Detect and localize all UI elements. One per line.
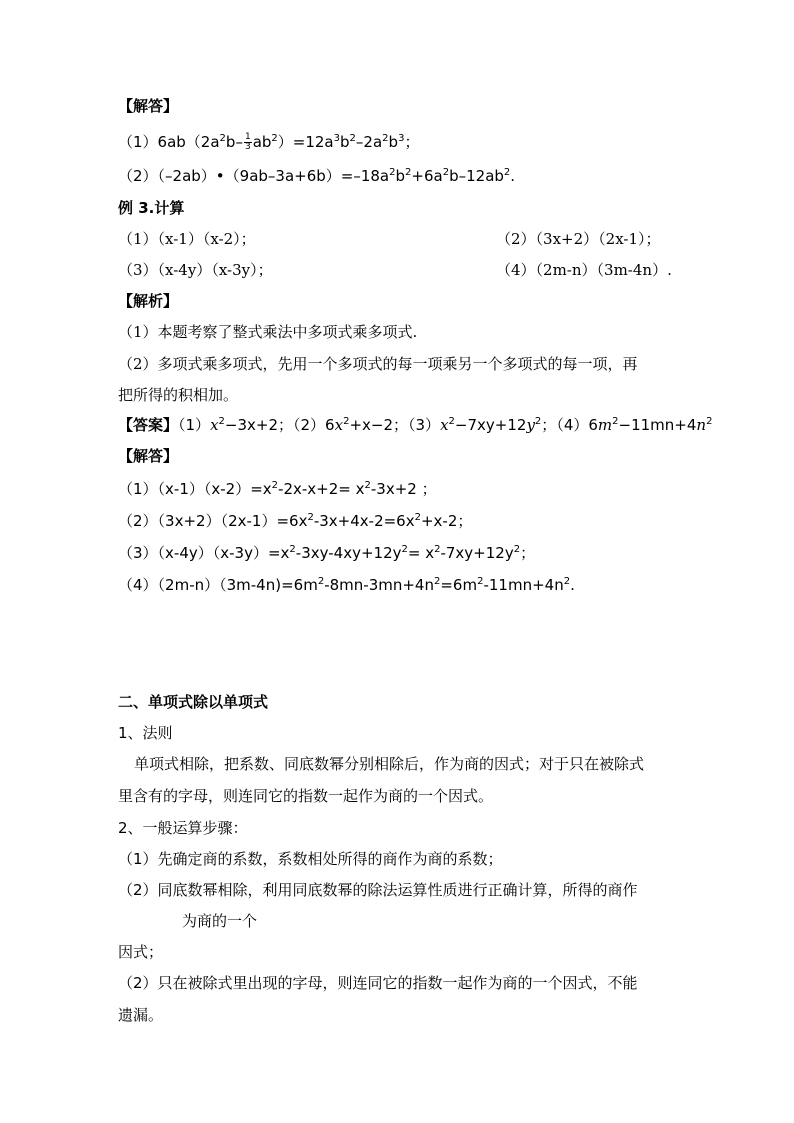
- steps-title: 2、一般运算步骤：: [118, 819, 248, 837]
- problem-4: （4）（2m-n）（3m-4n）.: [496, 261, 672, 279]
- step-3-line-1: （2）只在被除式里出现的字母，则连同它的指数一起作为商的一个因式，不能: [118, 974, 638, 992]
- fraction-one-third: $\frac{1}{3}$: [244, 132, 251, 152]
- analysis-heading: 【解析】: [118, 292, 179, 310]
- step-2-line-1: （2）同底数幂相除，利用同底数幂的除法运算性质进行正确计算，所得的商作: [118, 881, 638, 899]
- solution-heading: 【解答】: [118, 97, 179, 115]
- step-2-line-3: 因式；: [118, 943, 164, 961]
- problem-2: （2）（3x+2）（2x-1）；: [496, 230, 661, 248]
- solution-line-1: $(1)6ab(2a^2b-$ $\frac{1}{3}$ $ab^2)=12a^3b^2-2a^2b^3$；: [118, 132, 420, 152]
- analysis-line-2: （2）多项式乘多项式，先用一个多项式的每一项乘另一个多项式的每一项，再: [118, 355, 638, 373]
- step-3-line-2: 遗漏。: [118, 1006, 164, 1024]
- rule-title: 1、法则: [118, 724, 173, 742]
- problem-3: （3）（x-4y）（x-3y）；: [118, 261, 273, 279]
- problem-1: （1）（x-1）（x-2）；: [118, 230, 256, 248]
- section-2-heading: 二、单项式除以单项式: [118, 693, 269, 711]
- analysis-line-3: 把所得的积相加。: [118, 386, 239, 404]
- step-2-line-2: 为商的一个: [182, 912, 258, 930]
- example-solution-1: $(1)(x-1)(x-2)=x^2-2x-x+2= x^2-3x+2$ ；: [118, 480, 437, 498]
- example-solution-3: $(3)(x-4y)(x-3y)=x^2-3xy-4xy+12y^2= x^2-7xy+12y^2$；: [118, 544, 536, 562]
- solution-line-2: $(2)(-2ab)•(9ab-3a+6b)=-18a^2b^2+6a^2b-12ab^2$.: [118, 167, 516, 185]
- step-1: （1）先确定商的系数，系数相处所得的商作为商的系数；: [118, 850, 503, 868]
- answer-heading: 【答案】: [118, 416, 179, 434]
- example-solution-heading: 【解答】: [118, 447, 179, 465]
- example-solution-4: $(4)(2m-n)(3m-4n)=6m^2-8mn-3mn+4n^2=6m^2-11mn+4n^2$.: [118, 576, 575, 594]
- analysis-line-1: （1）本题考察了整式乘法中多项式乘多项式.: [118, 323, 418, 341]
- example-solution-2: $(2)(3x+2)(2x-1)=6x^2-3x+4x-2=6x^2+x-2$；: [118, 512, 473, 530]
- example-3-title: 例 3.计算: [118, 199, 185, 217]
- rule-line-2: 里含有的字母，则连同它的指数一起作为商的一个因式。: [118, 787, 494, 805]
- answer-line: 【答案】$(1)x^2-3x+2$；$(2)6x^2+x-2$；$(3)x^2-7xy+12y^2$；$(4)6m^2-11mn+4n^2$: [118, 416, 713, 434]
- rule-line-1: 单项式相除，把系数、同底数幂分别相除后，作为商的因式；对于只在被除式: [134, 755, 645, 773]
